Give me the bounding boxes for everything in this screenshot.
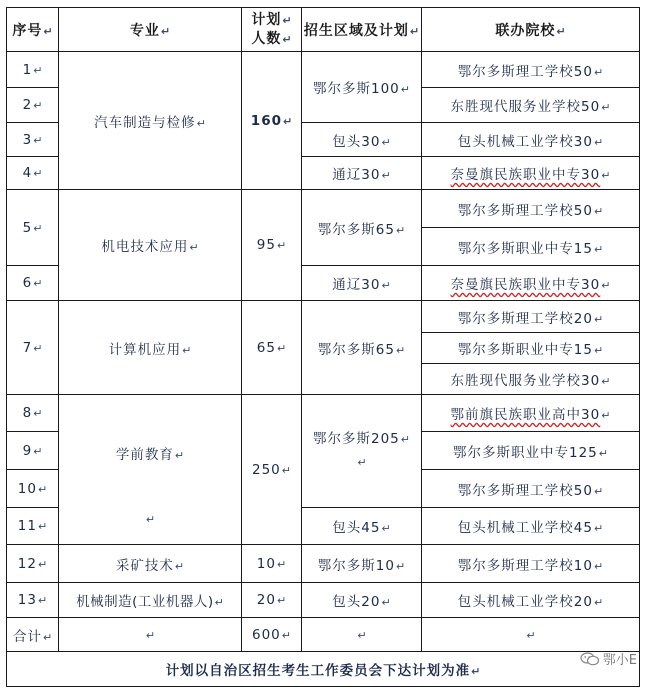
school-cell: 鄂尔多斯职业中专15↵ bbox=[422, 333, 640, 364]
school-cell: 鄂前旗民族职业高中30↵ bbox=[422, 395, 640, 432]
total-row bbox=[7, 618, 640, 652]
school-cell: 鄂尔多斯理工学校50↵ bbox=[422, 52, 640, 88]
school-cell: 鄂尔多斯理工学校10↵ bbox=[422, 545, 640, 583]
plan-cell: 10↵ bbox=[242, 545, 302, 583]
region-cell: 通辽30↵ bbox=[302, 157, 422, 190]
plan-cell: 160↵ bbox=[242, 52, 302, 190]
plan-cell: 65↵ bbox=[242, 301, 302, 395]
school-cell: 包头机械工业学校30↵ bbox=[422, 123, 640, 157]
table-row bbox=[7, 190, 640, 228]
total-school-empty: ↵ bbox=[422, 618, 640, 652]
major-cell: 学前教育↵ ↵ bbox=[59, 395, 242, 545]
table-row bbox=[7, 583, 640, 618]
footer-note: 计划以自治区招生考生工作委员会下达计划为准↵ bbox=[7, 652, 640, 687]
school-cell: 奈曼旗民族职业中专30↵ bbox=[422, 157, 640, 190]
region-cell: 鄂尔多斯65↵ bbox=[302, 301, 422, 395]
header-school: 联办院校↵ bbox=[422, 8, 640, 52]
major-cell: 采矿技术↵ bbox=[59, 545, 242, 583]
school-cell: 鄂尔多斯理工学校20↵ bbox=[422, 301, 640, 333]
header-plan: 计划↵ 人数↵ bbox=[242, 8, 302, 52]
wechat-icon bbox=[580, 652, 600, 666]
school-cell: 鄂尔多斯理工学校50↵ bbox=[422, 190, 640, 228]
region-cell: 鄂尔多斯205↵ ↵ bbox=[302, 395, 422, 508]
table-row bbox=[7, 52, 640, 88]
seq-cell: 2↵ bbox=[7, 88, 59, 123]
plan-cell: 20↵ bbox=[242, 583, 302, 618]
seq-cell: 4↵ bbox=[7, 157, 59, 190]
region-cell: 鄂尔多斯100↵ bbox=[302, 52, 422, 123]
seq-cell: 12↵ bbox=[7, 545, 59, 583]
header-region: 招生区域及计划↵ bbox=[302, 8, 422, 52]
plan-cell: 250↵ bbox=[242, 395, 302, 545]
region-cell: 包头30↵ bbox=[302, 123, 422, 157]
header-major: 专业↵ bbox=[59, 8, 242, 52]
total-label: 合计↵ bbox=[7, 618, 59, 652]
total-plan: 600↵ bbox=[242, 618, 302, 652]
school-cell: 鄂尔多斯职业中专15↵ bbox=[422, 228, 640, 266]
region-cell: 通辽30↵ bbox=[302, 266, 422, 301]
seq-cell: 13↵ bbox=[7, 583, 59, 618]
school-cell: 包头机械工业学校45↵ bbox=[422, 508, 640, 545]
school-cell: 东胜现代服务业学校30↵ bbox=[422, 364, 640, 395]
seq-cell: 6↵ bbox=[7, 266, 59, 301]
major-cell: 汽车制造与检修↵ bbox=[59, 52, 242, 190]
total-region-empty: ↵ bbox=[302, 618, 422, 652]
header-seq: 序号↵ bbox=[7, 8, 59, 52]
table-row bbox=[7, 301, 640, 333]
seq-cell: 8↵ bbox=[7, 395, 59, 432]
school-cell: 东胜现代服务业学校50↵ bbox=[422, 88, 640, 123]
region-cell: 包头20↵ bbox=[302, 583, 422, 618]
major-cell: 机械制造(工业机器人)↵ bbox=[59, 583, 242, 618]
major-cell: 计算机应用↵ bbox=[59, 301, 242, 395]
seq-cell: 10↵ bbox=[7, 470, 59, 508]
region-cell: 鄂尔多斯65↵ bbox=[302, 190, 422, 266]
seq-cell: 7↵ bbox=[7, 301, 59, 395]
header-row bbox=[7, 8, 640, 52]
table-row bbox=[7, 545, 640, 583]
seq-cell: 11↵ bbox=[7, 508, 59, 545]
seq-cell: 9↵ bbox=[7, 432, 59, 470]
watermark-text: 鄂小E bbox=[602, 653, 637, 668]
school-cell: 奈曼旗民族职业中专30↵ bbox=[422, 266, 640, 301]
enrollment-plan-table bbox=[6, 7, 640, 687]
school-cell: 包头机械工业学校20↵ bbox=[422, 583, 640, 618]
school-cell: 鄂尔多斯职业中专125↵ bbox=[422, 432, 640, 470]
total-major-empty: ↵ bbox=[59, 618, 242, 652]
seq-cell: 5↵ bbox=[7, 190, 59, 266]
region-cell: 包头45↵ bbox=[302, 508, 422, 545]
seq-cell: 3↵ bbox=[7, 123, 59, 157]
footer-row bbox=[7, 652, 640, 687]
school-cell: 鄂尔多斯理工学校50↵ bbox=[422, 470, 640, 508]
seq-cell: 1↵ bbox=[7, 52, 59, 88]
watermark bbox=[580, 649, 637, 668]
major-cell: 机电技术应用↵ bbox=[59, 190, 242, 301]
table-row bbox=[7, 395, 640, 432]
plan-cell: 95↵ bbox=[242, 190, 302, 301]
region-cell: 鄂尔多斯10↵ bbox=[302, 545, 422, 583]
